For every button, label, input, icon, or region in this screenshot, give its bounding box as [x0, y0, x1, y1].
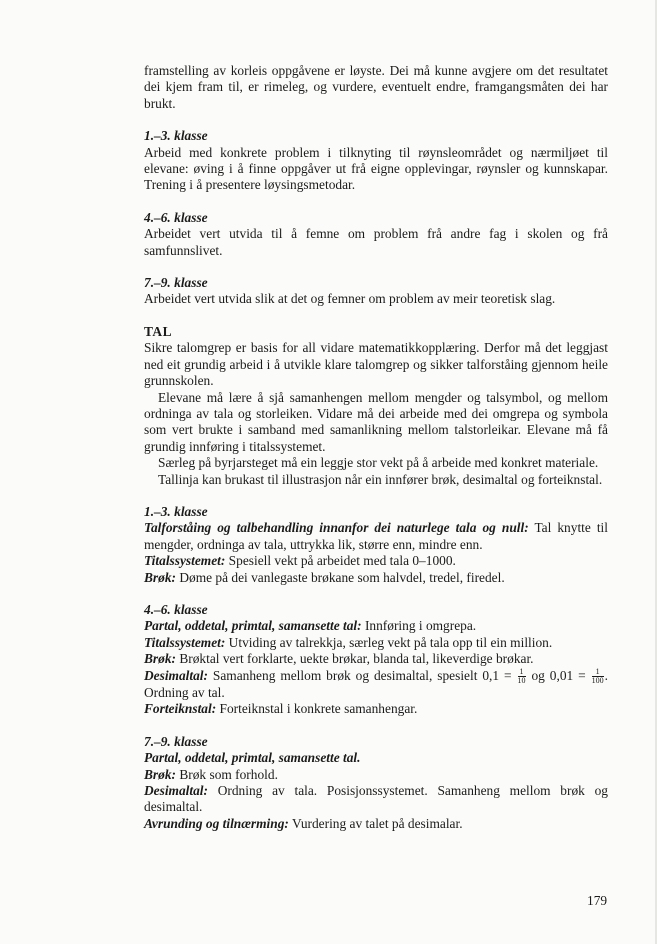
- section-text-1-3: Arbeid med konkrete problem i tilknyting til røynsleområdet og nærmiljøet til elevane: øving i å finne oppgåver ut frå eigne opplevingar, røynsler og kunnskapar. Trening i å presentere løysingsmetodar.: [144, 144, 608, 193]
- tal13-talforstaing: [144, 520, 608, 553]
- fraction-one-tenth: [518, 668, 526, 685]
- fraction-numerator: 1: [519, 667, 524, 677]
- tal-paragraph-1: Sikre talomgrep er basis for all vidare matematikkopplæring. Derfor må det leggjast ned eit grundig arbeid i å utvikle klare talomgrep og sikker talforståing gjennom heile grunnskolen.: [144, 340, 608, 389]
- forteiknstal-label: Forteiknstal:: [144, 701, 217, 717]
- partal-text: Innføring i omgrepa.: [361, 618, 477, 634]
- brok-label: Brøk:: [144, 651, 176, 667]
- page-content: [144, 63, 608, 832]
- talforstaing-label: Talforståing og talbehandling innanfor dei naturlege tala og null:: [144, 520, 529, 536]
- brok-label: Brøk:: [144, 569, 176, 585]
- tal46-partal: [144, 618, 608, 634]
- tal46-titalssystemet: [144, 635, 608, 651]
- tal-heading-1-3: 1.–3. klasse: [144, 503, 208, 519]
- brok-text: Brøk som forhold.: [176, 766, 278, 782]
- fraction-denominator: 100: [591, 676, 604, 686]
- brok-text: Døme på dei vanlegaste brøkane som halvdel, tredel, firedel.: [176, 569, 505, 585]
- tal13-titalssystemet: [144, 553, 608, 569]
- desimaltal-label: Desimaltal:: [144, 667, 208, 683]
- desimaltal-text-a: Samanheng mellom brøk og desimaltal, spesielt 0,1 =: [207, 667, 517, 683]
- partal-label: Partal, oddetal, primtal, samansette tal.: [144, 750, 361, 766]
- tal-paragraph-2: Elevane må lære å sjå samanhengen mellom mengder og talsymbol, og mellom ordninga av tala og storleiken. Vidare må dei arbeide med dei omgrepa og symbola som vert brukte i samband med samanlikning mellom talstorleikar. Elevane må få grundig innføring i titalssystemet.: [144, 389, 608, 454]
- page-number: 179: [587, 893, 608, 908]
- desimaltal-text-c: . Ordning av tal.: [144, 667, 608, 701]
- tal-paragraph-3: Særleg på byrjarsteget må ein leggje stor vekt på å arbeide med konkret materiale.: [158, 455, 599, 471]
- tal79-brok: [144, 767, 608, 783]
- desimaltal-text-b: og 0,01 =: [526, 667, 586, 683]
- tal-heading-4-6: 4.–6. klasse: [144, 601, 208, 617]
- section-heading-4-6: 4.–6. klasse: [144, 209, 208, 225]
- tal-heading: TAL: [144, 323, 173, 339]
- brok-text: Brøktal vert forklarte, uekte brøkar, blanda tal, likeverdige brøkar.: [176, 651, 534, 667]
- titalssystemet-text: Spesiell vekt på arbeidet med tala 0–1000.: [225, 553, 456, 569]
- section-text-4-6: Arbeidet vert utvida til å femne om problem frå andre fag i skolen og frå samfunnslivet.: [144, 226, 608, 258]
- fraction-one-hundredth: [592, 668, 604, 685]
- tal46-forteiknstal: [144, 701, 608, 717]
- titalssystemet-text: Utviding av talrekkja, særleg vekt på tala opp til ein million.: [225, 634, 553, 650]
- avrunding-text: Vurdering av talet på desimalar.: [288, 815, 463, 831]
- partal-label: Partal, oddetal, primtal, samansette tal:: [144, 618, 362, 634]
- tal46-desimaltal: [144, 668, 608, 702]
- section-heading-7-9: 7.–9. klasse: [144, 275, 208, 291]
- tal46-brok: [144, 651, 608, 667]
- avrunding-label: Avrunding og tilnærming:: [144, 815, 289, 831]
- tal79-avrunding: [144, 816, 608, 832]
- intro-paragraph: framstelling av korleis oppgåvene er løyste. Dei må kunne avgjere om det resultatet dei kjem fram til, er rimeleg, og vurdere, eventuelt endre, framgangsmåten dei har brukt.: [144, 63, 608, 111]
- tal79-partal: [144, 750, 608, 766]
- desimaltal-label: Desimaltal:: [144, 783, 208, 799]
- tal-heading-7-9: 7.–9. klasse: [144, 733, 208, 749]
- forteiknstal-text: Forteiknstal i konkrete samanhengar.: [216, 701, 418, 717]
- brok-label: Brøk:: [144, 766, 176, 782]
- section-heading-1-3: 1.–3. klasse: [144, 128, 208, 144]
- desimaltal-text: Ordning av tala. Posisjonssystemet. Samanheng mellom brøk og desimaltal.: [144, 783, 608, 815]
- fraction-numerator: 1: [592, 668, 604, 677]
- talforstaing-text: Tal knytte til mengder, ordninga av tala, uttrykka lik, større enn, mindre enn.: [144, 520, 609, 552]
- section-text-7-9: Arbeidet vert utvida slik at det og femner om problem av meir teoretisk slag.: [144, 291, 556, 307]
- titalssystemet-label: Titalssystemet:: [144, 553, 226, 569]
- tal79-desimaltal: [144, 783, 608, 816]
- fraction-denominator: 10: [517, 676, 526, 686]
- titalssystemet-label: Titalssystemet:: [144, 634, 226, 650]
- tal-paragraph-4: Tallinja kan brukast til illustrasjon når ein innfører brøk, desimaltal og forteiknstal.: [158, 471, 603, 487]
- tal13-brok: [144, 570, 608, 586]
